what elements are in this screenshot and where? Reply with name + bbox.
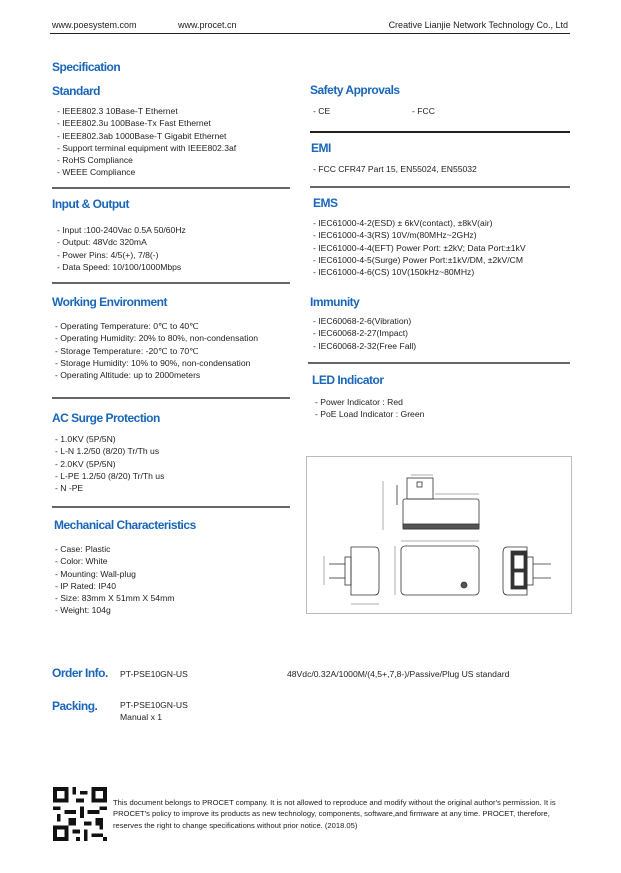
product-dimension-diagram [307, 457, 571, 613]
section-divider [310, 186, 570, 188]
ems-heading: EMS [313, 196, 338, 210]
immunity-list [313, 315, 416, 352]
section-divider [308, 362, 570, 364]
header-website-1[interactable]: www.poesystem.com [52, 20, 137, 30]
surge-list [55, 433, 164, 494]
list-item: - Output: 48Vdc 320mA [57, 237, 147, 248]
surge-heading: AC Surge Protection [52, 411, 160, 425]
list-item: - L-N 1.2/50 (8/20) Tr/Th us [55, 446, 160, 457]
standard-heading: Standard [52, 84, 101, 98]
dimension-drawing [306, 456, 572, 614]
io-heading: Input & Output [52, 197, 129, 211]
section-divider [52, 506, 290, 508]
packing-item: PT-PSE10GN-US [120, 700, 188, 710]
list-item: - Storage Temperature: -20℃ to 70℃ [55, 345, 199, 356]
list-item: - IEC60068-2-27(Impact) [313, 328, 409, 339]
list-item: - IEC61000-4-4(EFT) Power Port: ±2kV; Data Port:±1kV [313, 242, 526, 253]
led-heading: LED Indicator [312, 373, 384, 387]
list-item: - IEC61000-4-2(ESD) ± 6kV(contact), ±8kV(air) [313, 218, 493, 228]
safety-item-ce: - CE [313, 106, 331, 116]
list-item: - Support terminal equipment with IEEE802.3af [57, 142, 237, 153]
list-item: - IEC61000-4-3(RS) 10V/m(80MHz~2GHz) [313, 230, 477, 241]
list-item: - IEEE802.3 10Base-T Ethernet [57, 106, 178, 116]
list-item: - Case: Plastic [55, 544, 111, 554]
page-title: Specification [52, 60, 121, 74]
order-model: PT-PSE10GN-US [120, 669, 188, 679]
list-item: - Operating Temperature: 0℃ to 40℃ [55, 321, 199, 331]
list-item: - WEEE Compliance [57, 167, 136, 178]
list-item: - Data Speed: 10/100/1000Mbps [57, 261, 182, 272]
safety-item-fcc: - FCC [412, 106, 435, 116]
list-item: - Weight: 104g [55, 605, 111, 616]
io-list [57, 224, 186, 273]
section-divider [52, 397, 290, 399]
led-list [315, 396, 424, 421]
env-list [55, 320, 258, 381]
order-info-label: Order Info. [52, 666, 108, 680]
standard-list [57, 105, 236, 179]
section-divider [52, 187, 290, 189]
list-item: - Operating Humidity: 20% to 80%, non-condensation [55, 333, 259, 344]
list-item: - RoHS Compliance [57, 155, 133, 166]
list-item: - Power Pins: 4/5(+), 7/8(-) [57, 249, 159, 260]
section-divider [52, 282, 290, 284]
list-item: - Storage Humidity: 10% to 90%, non-condensation [55, 357, 251, 368]
list-item: - Power Indicator : Red [315, 397, 403, 407]
list-item: - IEC60068-2-6(Vibration) [313, 316, 412, 326]
safety-heading: Safety Approvals [310, 83, 400, 97]
env-heading: Working Environment [52, 295, 167, 309]
header-divider [50, 33, 570, 34]
list-item: - IEC60068-2-32(Free Fall) [313, 340, 417, 351]
list-item: - 1.0KV (5P/5N) [55, 434, 116, 444]
order-description: 48Vdc/0.32A/1000M/(4,5+,7,8-)/Passive/Plug US standard [287, 669, 510, 679]
ems-list [313, 217, 526, 278]
header-company: Creative Lianjie Network Technology Co., Ltd [388, 20, 568, 30]
section-divider [310, 131, 570, 133]
list-item: - Mounting: Wall-plug [55, 568, 136, 579]
list-item: - IP Rated: IP40 [55, 580, 116, 591]
list-item: - Size: 83mm X 51mm X 54mm [55, 593, 175, 604]
mech-heading: Mechanical Characteristics [54, 518, 196, 532]
list-item: - IEEE802.3u 100Base-Tx Fast Ethernet [57, 118, 211, 129]
mech-list [55, 543, 174, 617]
list-item: - 2.0KV (5P/5N) [55, 458, 116, 469]
emi-heading: EMI [311, 141, 331, 155]
packing-label: Packing. [52, 699, 98, 713]
list-item: - Color: White [55, 556, 108, 567]
packing-item: Manual x 1 [120, 712, 163, 722]
footer-disclaimer: This document belongs to PROCET company. It is not allowed to reproduce and modify without the original author's permission. It is PROCET's policy to improve its products as new technology, components, software,and firmware at any time. PROCET, therefore, reserves the right to change specifications without prior notice. (2018.05) [113, 798, 556, 830]
header-website-2[interactable]: www.procet.cn [178, 20, 237, 30]
emi-item: - FCC CFR47 Part 15, EN55024, EN55032 [313, 164, 477, 174]
list-item: - L-PE 1.2/50 (8/20) Tr/Th us [55, 470, 165, 481]
list-item: - Input :100-240Vac 0.5A 50/60Hz [57, 225, 186, 235]
list-item: - PoE Load Indicator : Green [315, 409, 425, 420]
list-item: - IEC61000-4-6(CS) 10V(150kHz~80MHz) [313, 267, 475, 278]
list-item: - IEC61000-4-5(Surge) Power Port:±1kV/DM, ±2kV/CM [313, 254, 524, 265]
list-item: - Operating Altitude: up to 2000meters [55, 370, 201, 381]
list-item: - IEEE802.3ab 1000Base-T Gigabit Ethernet [57, 130, 227, 141]
immunity-heading: Immunity [310, 295, 360, 309]
qr-code-icon [52, 787, 108, 841]
list-item: - N -PE [55, 483, 84, 494]
